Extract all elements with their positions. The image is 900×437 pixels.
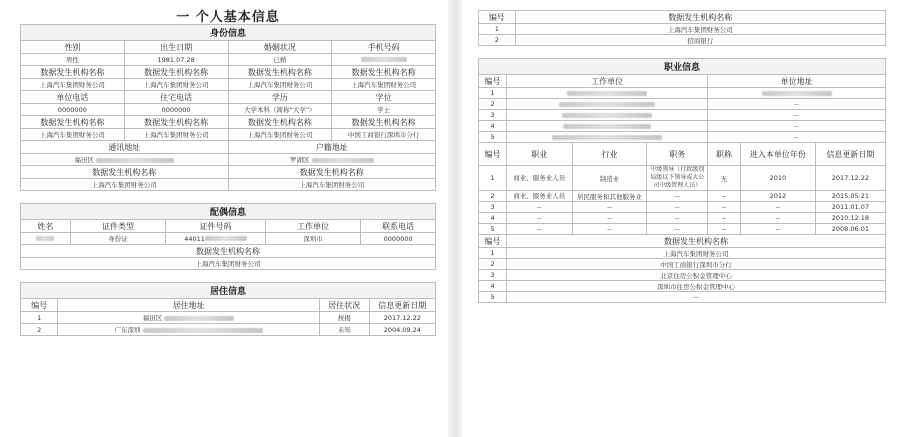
value-spouse-name — [21, 233, 71, 245]
header-no: 编号 — [479, 235, 507, 248]
redacted-address — [762, 91, 832, 96]
org-label: 数据发生机构名称 — [124, 66, 228, 79]
redacted-unit — [559, 102, 655, 107]
redacted-address — [164, 316, 234, 321]
value-birth-date: 1981.07.28 — [124, 54, 228, 66]
table-row: 4 深圳市住房公积金管理中心 — [479, 281, 886, 292]
table-row: 5 -- — [479, 292, 886, 303]
left-column — [20, 0, 436, 336]
table-row: 2 广东深圳 未知 2004.09.24 — [21, 324, 436, 336]
table-row: 3 北京住房公积金管理中心 — [479, 270, 886, 281]
header-marital-status: 婚姻状况 — [228, 41, 332, 54]
header-entry-year: 进入本单位年份 — [740, 143, 815, 166]
residence-section-title: 居住信息 — [21, 283, 436, 299]
table-row: 1 福田区 按揭 2017.12.22 — [21, 312, 436, 324]
header-work-unit: 工作单位 — [507, 75, 708, 88]
org-value: 上海汽车集团财务公司 — [21, 129, 125, 141]
value-employer: 深圳市 — [265, 233, 360, 245]
org-label: 数据发生机构名称 — [228, 166, 436, 179]
redacted-id — [205, 236, 247, 241]
header-home-phone: 住宅电话 — [124, 91, 228, 104]
value-household-address: 罗湖区 — [228, 154, 436, 166]
header-industry: 行业 — [572, 143, 647, 166]
header-unit-address: 单位地址 — [708, 75, 886, 88]
spouse-section-title: 配偶信息 — [21, 204, 436, 220]
org-value: 上海汽车集团财务公司 — [228, 179, 436, 191]
header-title: 职称 — [708, 143, 741, 166]
value-phone: 0000000 — [361, 233, 436, 245]
table-row: 2 招商银行 — [479, 35, 886, 46]
org-label: 数据发生机构名称 — [21, 245, 436, 258]
org-value: 中国工商银行深圳市分行 — [332, 129, 436, 141]
table-row: 3 -- — [479, 110, 886, 121]
header-occupation: 职业 — [507, 143, 572, 166]
header-update-date: 信息更新日期 — [369, 299, 435, 312]
org-label: 数据发生机构名称 — [228, 116, 332, 129]
identity-table — [20, 24, 436, 191]
header-residence-status: 居住状况 — [319, 299, 369, 312]
header-no: 编号 — [479, 11, 516, 24]
header-birth-date: 出生日期 — [124, 41, 228, 54]
header-position: 职务 — [647, 143, 708, 166]
career-section-title: 职业信息 — [479, 59, 886, 75]
table-row: 2 中国工商银行深圳市分行 — [479, 259, 886, 270]
header-phone: 联系电话 — [361, 220, 436, 233]
header-education: 学历 — [228, 91, 332, 104]
career-table — [478, 58, 886, 303]
table-row: 2 商业、服务业人员 居民服务和其他服务业 -- -- 2012 2015.05.21 — [479, 191, 886, 202]
header-org: 数据发生机构名称 — [507, 235, 886, 248]
table-row: 1 — [479, 88, 886, 99]
org-label: 数据发生机构名称 — [124, 116, 228, 129]
header-id-number: 证件号码 — [166, 220, 266, 233]
redacted-address — [312, 158, 374, 163]
value-work-phone: 0000000 — [21, 104, 125, 116]
header-mobile: 手机号码 — [332, 41, 436, 54]
redacted-unit — [562, 113, 652, 118]
org-value: 上海汽车集团财务公司 — [332, 79, 436, 91]
table-row: 5 -- — [479, 132, 886, 143]
org-label: 数据发生机构名称 — [332, 116, 436, 129]
header-mailing-address: 通讯地址 — [21, 141, 229, 154]
header-id-type: 证件类型 — [70, 220, 165, 233]
table-row: 3 -- -- -- -- -- 2011.01.07 — [479, 202, 886, 213]
header-no: 编号 — [479, 75, 507, 88]
value-degree: 学士 — [332, 104, 436, 116]
value-marital-status: 已婚 — [228, 54, 332, 66]
page-divider — [448, 0, 462, 437]
table-row: 4 -- — [479, 121, 886, 132]
org-label: 数据发生机构名称 — [228, 66, 332, 79]
table-row: 1 商业、服务业人员 制造业 中级领导（行政级别局级以下领导或大公司中级管理人员） 无 2010 2017.12.22 — [479, 166, 886, 191]
org-value: 上海汽车集团财务公司 — [21, 179, 229, 191]
org-value: 上海汽车集团财务公司 — [228, 79, 332, 91]
org-value: 上海汽车集团财务公司 — [21, 258, 436, 270]
redacted-unit — [563, 124, 651, 129]
header-employer: 工作单位 — [265, 220, 360, 233]
redacted-unit — [552, 135, 662, 140]
redacted-name — [36, 236, 54, 241]
redacted-address — [143, 328, 263, 333]
org-label: 数据发生机构名称 — [21, 116, 125, 129]
right-column — [478, 10, 886, 303]
value-gender: 男性 — [21, 54, 125, 66]
residence-table — [20, 282, 436, 336]
table-row: 1 上海汽车集团财务公司 — [479, 24, 886, 35]
table-row: 4 -- -- -- -- -- 2010.12.18 — [479, 213, 886, 224]
redacted-unit — [567, 91, 647, 96]
page-title: 一 个人基本信息 — [176, 10, 280, 25]
identity-section-title: 身份信息 — [21, 25, 436, 41]
redacted-mobile — [361, 57, 407, 62]
table-row: 5 -- -- -- -- -- 2008.06.01 — [479, 224, 886, 235]
org-label: 数据发生机构名称 — [21, 66, 125, 79]
header-residence-address: 居住地址 — [58, 299, 319, 312]
value-id-type: 身份证 — [70, 233, 165, 245]
org-value: 上海汽车集团财务公司 — [124, 79, 228, 91]
header-work-phone: 单位电话 — [21, 91, 125, 104]
org-value: 上海汽车集团财务公司 — [21, 79, 125, 91]
header-no: 编号 — [21, 299, 58, 312]
table-row: 2 -- — [479, 99, 886, 110]
table-row: 1 上海汽车集团财务公司 — [479, 248, 886, 259]
residence-org-table — [478, 10, 886, 46]
value-mobile — [332, 54, 436, 66]
header-update-date: 信息更新日期 — [815, 143, 885, 166]
header-org: 数据发生机构名称 — [515, 11, 885, 24]
value-education: 大学本科（简称“大学”） — [228, 104, 332, 116]
header-household-address: 户籍地址 — [228, 141, 436, 154]
org-label: 数据发生机构名称 — [332, 66, 436, 79]
header-name: 姓名 — [21, 220, 71, 233]
header-degree: 学位 — [332, 91, 436, 104]
org-value: 上海汽车集团财务公司 — [124, 129, 228, 141]
spouse-table — [20, 203, 436, 270]
org-value: 上海汽车集团财务公司 — [228, 129, 332, 141]
redacted-address — [96, 158, 174, 163]
value-mailing-address: 福田区 — [21, 154, 229, 166]
header-no: 编号 — [479, 143, 507, 166]
value-id-number: 44011 — [166, 233, 266, 245]
value-home-phone: 0000000 — [124, 104, 228, 116]
org-label: 数据发生机构名称 — [21, 166, 229, 179]
header-gender: 性别 — [21, 41, 125, 54]
